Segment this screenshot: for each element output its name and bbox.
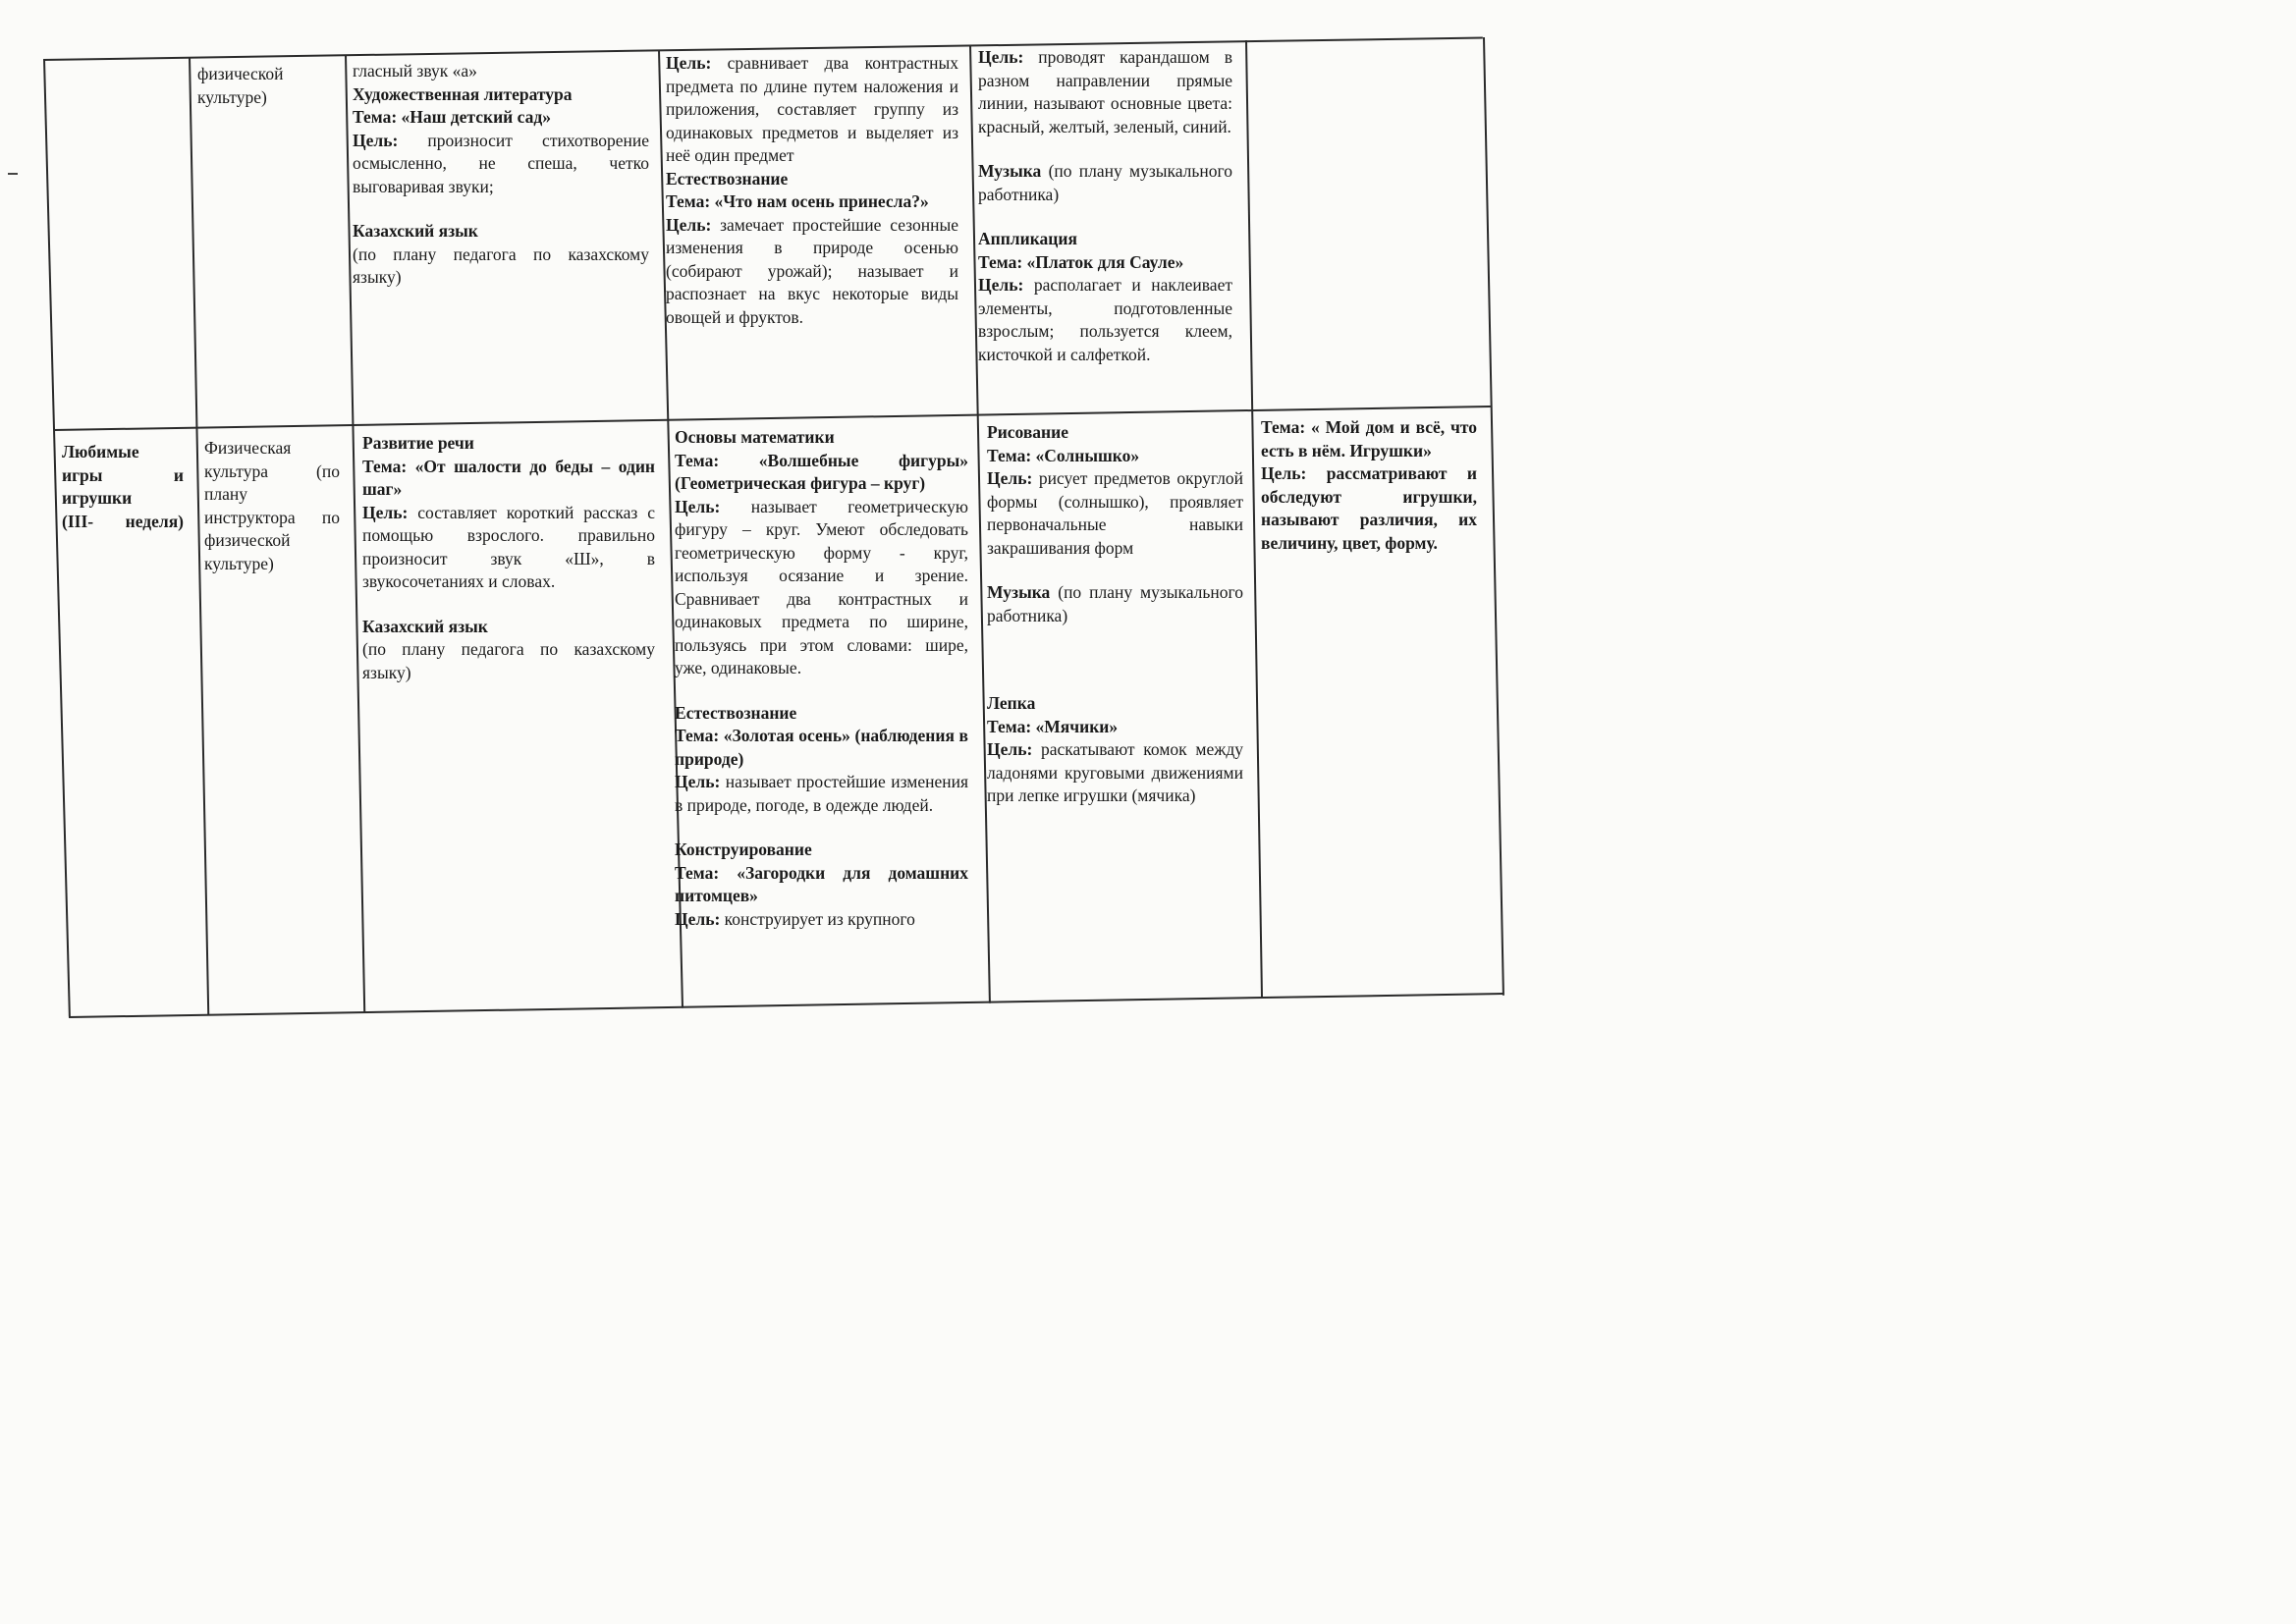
goal-paragraph <box>978 274 1232 366</box>
goal-paragraph <box>987 467 1243 560</box>
goal-text: (по плану музыкального работника) <box>978 161 1232 204</box>
goal-paragraph <box>362 502 655 594</box>
goal-label: Цель: <box>666 53 712 73</box>
heading-line: Тема: «Платок для Сауле» <box>978 251 1184 272</box>
scan-artifact <box>8 173 18 175</box>
goal-text: произносит стихотворение осмысленно, не спеша, четко выговаривая звуки; <box>353 130 649 196</box>
row2-phys-cell <box>197 437 347 575</box>
text-line: (по плану педагога по казахскому языку) <box>353 244 649 287</box>
goal-text: проводят карандашом в разном направлении прямые линии, называют основные цвета: красный, желтый, зеленый, синий. <box>978 47 1232 136</box>
goal-paragraph <box>978 46 1232 138</box>
goal-paragraph <box>353 130 649 199</box>
goal-label: Цель: <box>362 502 409 522</box>
paragraph-gap <box>978 206 1232 228</box>
cell-line: культуре) <box>197 86 267 107</box>
goal-label: Цель: <box>987 468 1033 488</box>
heading-line: Естествознание <box>675 702 797 723</box>
paragraph-gap <box>987 627 1243 649</box>
goal-label: Цель: <box>987 739 1033 759</box>
paragraph-gap <box>987 649 1243 671</box>
heading-line: Тема: «Наш детский сад» <box>353 107 551 127</box>
heading-line: Тема: «Загородки для домашних питомцев» <box>675 862 968 905</box>
table-right-border <box>1483 37 1504 996</box>
goal-text: сравнивает два контрастных предмета по длине путем наложения и приложения, составляет группу из одинаковых предметов и выделяет из неё один предмет <box>666 53 958 165</box>
row1-art-cell <box>971 46 1239 366</box>
heading-line: Цель: рассматривают и обследуют игрушки, называют различия, их величину, цвет, форму. <box>1261 463 1477 553</box>
goal-text: замечает простейшие сезонные изменения в природе осенью (собирают урожай); называет и распознает на вкус некоторые виды овощей и фруктов. <box>666 214 958 327</box>
week-title-line: игры и <box>62 464 184 485</box>
goal-text: (по плану музыкального работника) <box>987 582 1243 625</box>
cell-line: физической <box>197 64 284 83</box>
goal-text: составляет короткий рассказ с помощью взрослого. правильно произносит звук «Ш», в звукосочетаниях и словах. <box>362 502 655 591</box>
goal-label: Цель: <box>675 772 721 791</box>
heading-line: Конструирование <box>675 839 812 859</box>
heading-line: Аппликация <box>978 229 1077 248</box>
row2-math-cell <box>668 426 975 931</box>
heading-line: Тема: «Волшебные фигуры» (Геометрическая фигура – круг) <box>675 450 968 493</box>
goal-paragraph <box>987 738 1243 808</box>
row1-phys-cell <box>191 63 340 109</box>
goal-paragraph <box>675 496 968 680</box>
text-line: гласный звук «а» <box>353 61 477 81</box>
goal-paragraph <box>987 581 1243 627</box>
goal-label: Цель: <box>666 214 712 235</box>
heading-line: Лепка <box>987 693 1036 713</box>
heading-line: Тема: «Золотая осень» (наблюдения в природе) <box>675 726 968 769</box>
heading-line: Тема: «Солнышко» <box>987 445 1140 465</box>
heading-line: Естествознание <box>666 168 789 189</box>
paragraph-gap <box>987 560 1243 581</box>
row1-math-cell <box>659 52 965 329</box>
column-border <box>43 59 71 1017</box>
goal-text: называет простейшие изменения в природе, погоде, в одежде людей. <box>675 772 968 815</box>
paragraph-gap <box>675 680 968 702</box>
heading-line: Развитие речи <box>362 433 474 453</box>
week-title-line: (III- неделя) <box>62 511 184 531</box>
goal-label: Музыка <box>978 161 1042 181</box>
heading-line: Казахский язык <box>362 616 488 636</box>
goal-paragraph <box>675 908 968 932</box>
goal-label: Цель: <box>675 908 721 929</box>
heading-line: Тема: «От шалости до беды – один шаг» <box>362 456 655 499</box>
heading-line: Основы математики <box>675 427 835 447</box>
paragraph-gap <box>362 594 655 616</box>
heading-line: Тема: « Мой дом и всё, что есть в нём. Игрушки» <box>1261 417 1477 460</box>
goal-paragraph <box>666 52 958 168</box>
paragraph-gap <box>987 671 1243 692</box>
goal-label: Цель: <box>353 130 399 150</box>
goal-text: раскатывают комок между ладонями круговыми движениями при лепке игрушки (мячика) <box>987 739 1243 805</box>
week-title-line: игрушки <box>62 488 133 508</box>
table-bottom-border <box>69 993 1503 1018</box>
goal-text: называет геометрическую фигуру – круг. Умеют обследовать геометрическую форму - круг, используя осязание и зрение. Сравнивает два контрастных и одинаковых предмета по ширине, пользуясь при этом словами: шире, уже, одинаковые. <box>675 496 968 677</box>
heading-line: Рисование <box>987 422 1068 442</box>
row2-social-cell <box>1254 416 1484 555</box>
goal-paragraph <box>978 160 1232 206</box>
heading-line: Художественная литература <box>353 83 573 104</box>
goal-label: Цель: <box>675 496 721 516</box>
row2-speech-cell <box>355 432 662 684</box>
row2-week-cell <box>55 441 191 533</box>
goal-label: Цель: <box>978 275 1024 295</box>
heading-line: Тема: «Мячики» <box>987 716 1119 736</box>
text-line: (по плану педагога по казахскому языку) <box>362 639 655 682</box>
goal-paragraph <box>675 771 968 817</box>
goal-text: рисует предметов округлой формы (солнышко), проявляет первоначальные навыки закрашивания форм <box>987 468 1243 558</box>
goal-text: конструирует из крупного <box>720 908 915 929</box>
row1-speech-cell <box>346 60 656 290</box>
paragraph-gap <box>353 198 649 220</box>
goal-paragraph <box>666 214 958 330</box>
goal-text: располагает и наклеивает элементы, подготовленные взрослым; пользуется клеем, кисточкой и салфеткой. <box>978 275 1232 364</box>
cell-text: Физическая культура (по плану инструктора по физической культуре) <box>204 438 340 573</box>
heading-line: Тема: «Что нам осень принесла?» <box>666 191 929 211</box>
week-title-line: Любимые <box>62 442 139 461</box>
goal-label: Цель: <box>978 47 1024 67</box>
paragraph-gap <box>675 817 968 839</box>
paragraph-gap <box>978 138 1232 160</box>
heading-line: Казахский язык <box>353 221 478 241</box>
row2-art-cell <box>980 421 1250 808</box>
goal-label: Музыка <box>987 582 1051 602</box>
